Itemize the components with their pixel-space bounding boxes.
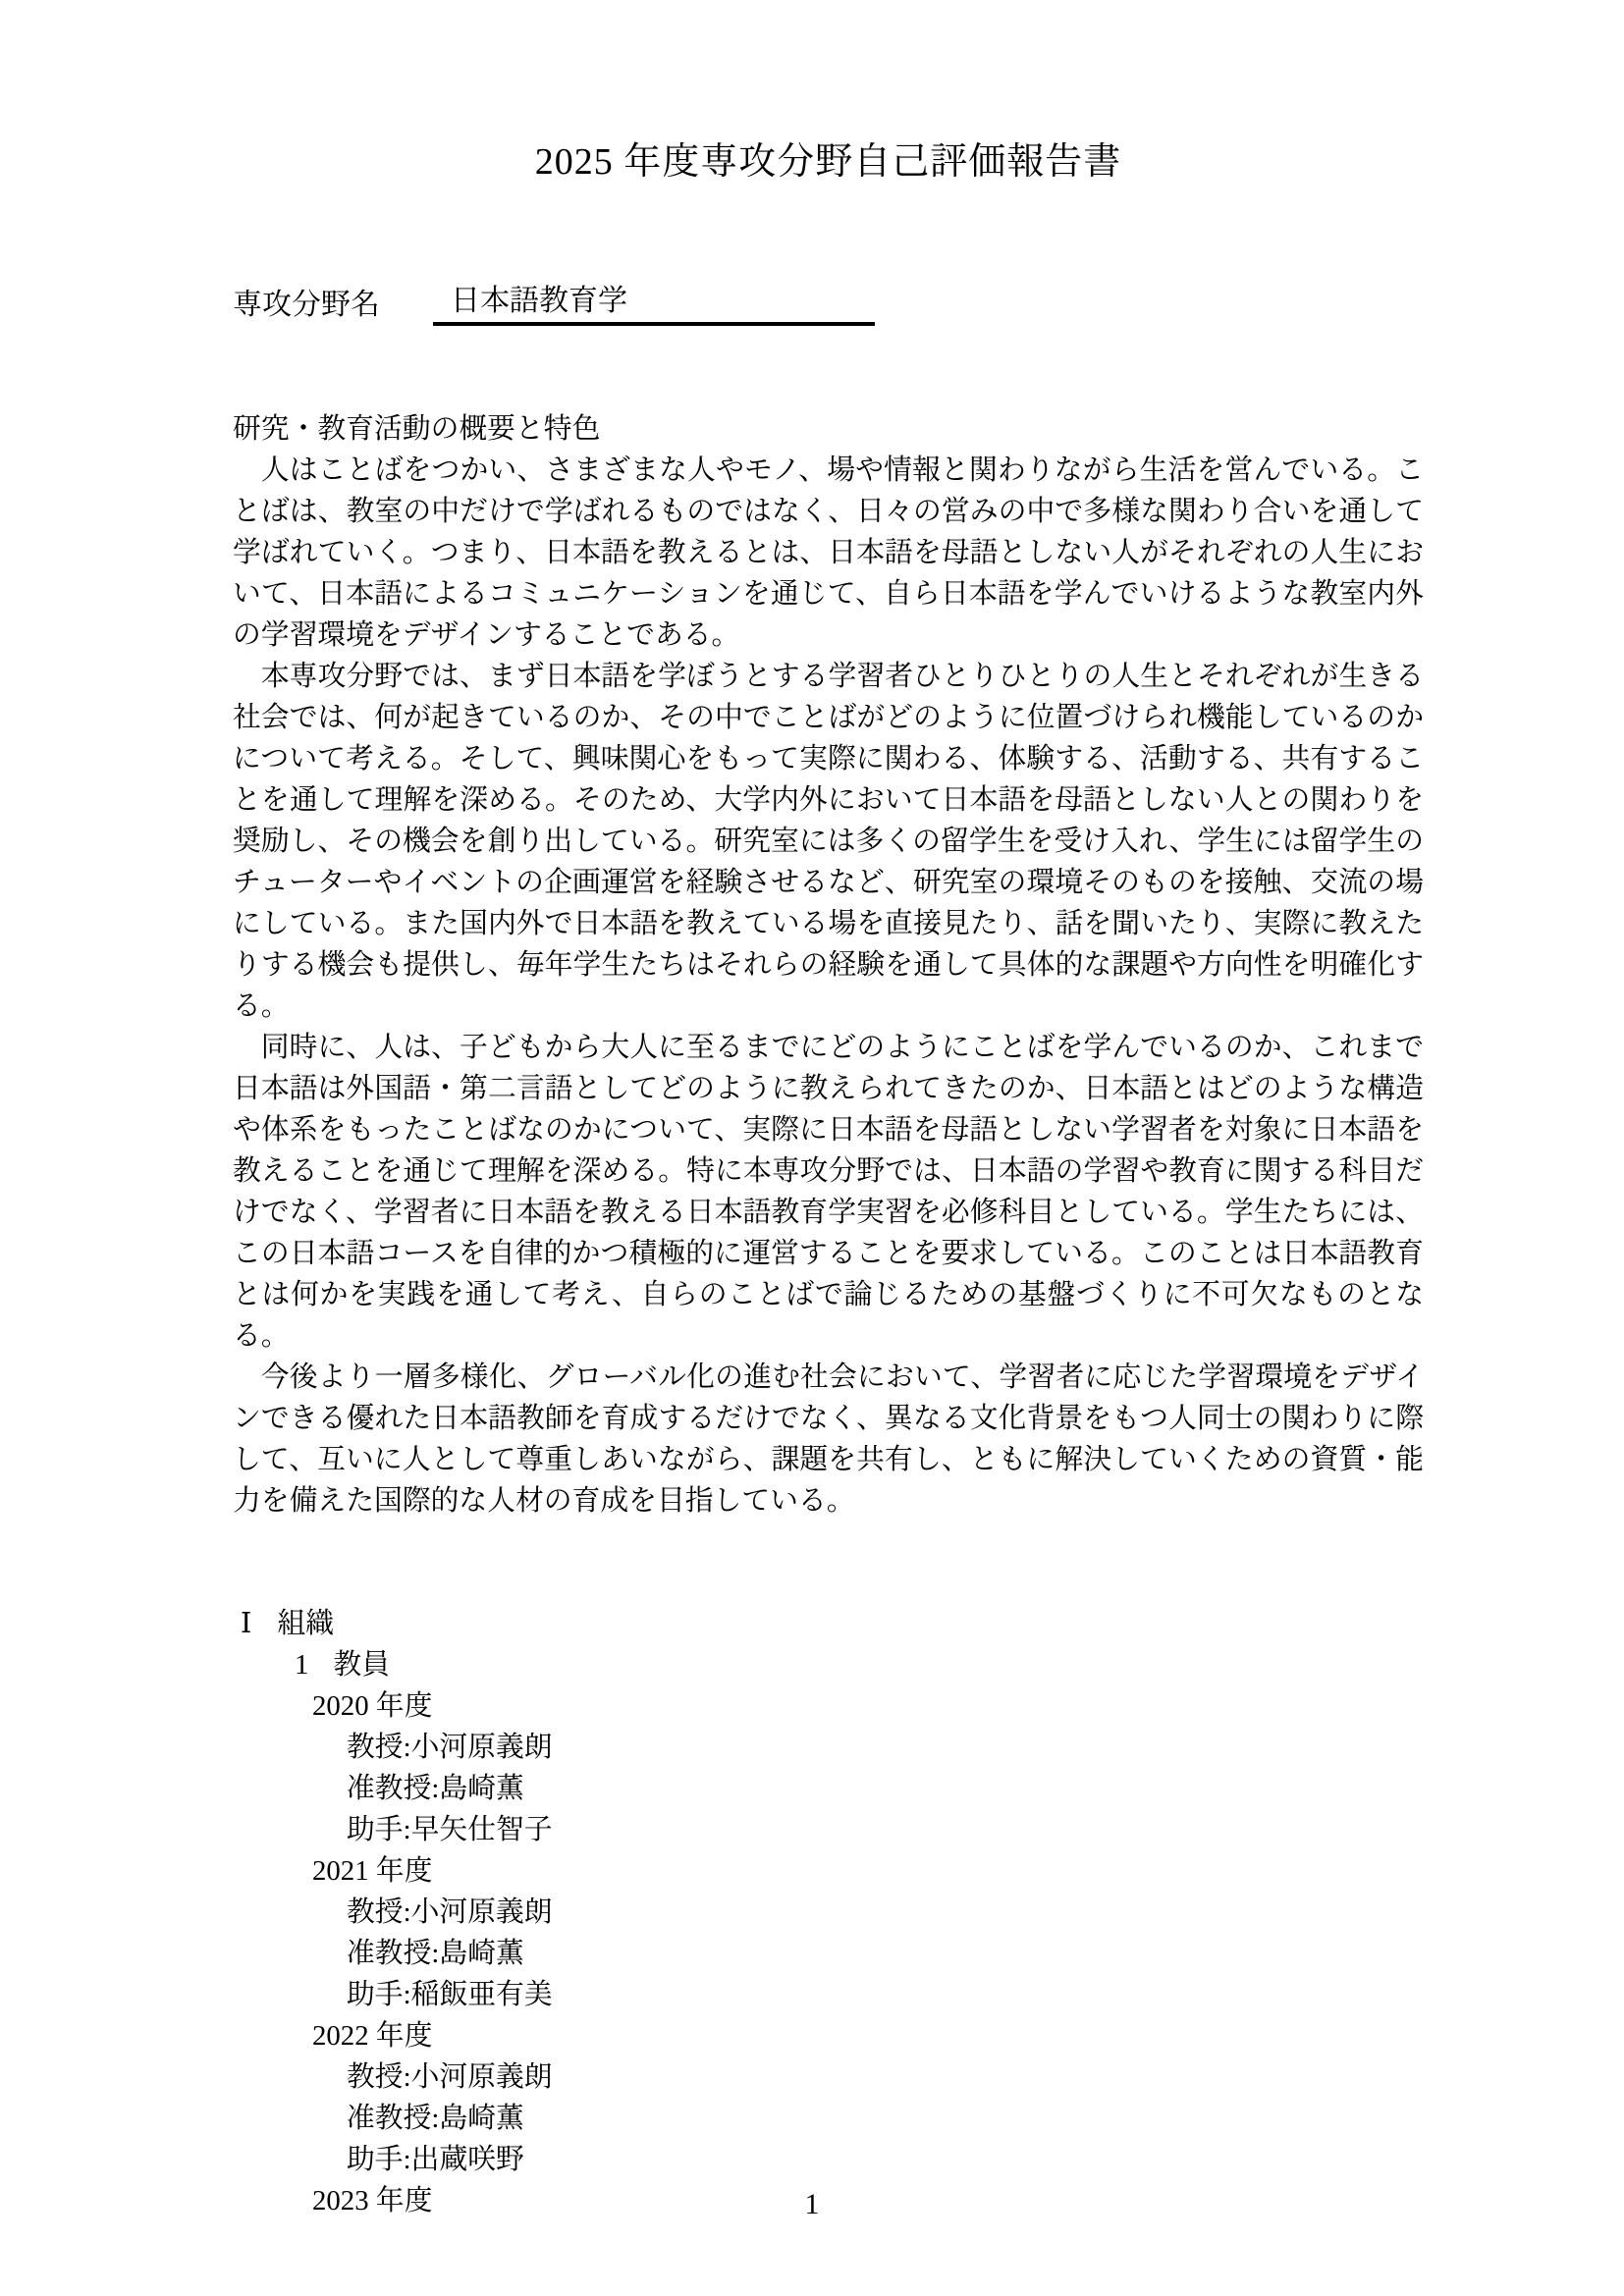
major-field-value: 日本語教育学 bbox=[451, 285, 627, 317]
staff-line: 助手:出蔵咲野 bbox=[347, 2144, 524, 2175]
page-number: 1 bbox=[804, 2188, 820, 2220]
staff-line: 准教授:島崎薫 bbox=[347, 1938, 524, 1969]
section-heading bbox=[233, 1603, 1424, 1644]
overview-paragraph: 今後より一層多様化、グローバル化の進む社会において、学習者に応じた学習環境をデザインできる優れた日本語教師を育成するだけでなく、異なる文化背景をもつ人同士の関わりに際して、互いに人として尊重しあいながら、課題を共有し、ともに解決していくための資質・能力を備えた国際的な人材の育成を目指している。 bbox=[233, 1362, 1424, 1517]
staff-line: 准教授:島崎薫 bbox=[347, 2103, 524, 2134]
year-heading: 2022 年度 bbox=[312, 2020, 433, 2052]
subsection-heading bbox=[233, 1644, 1424, 1685]
section-title: 組織 bbox=[277, 1608, 334, 1639]
overview-section bbox=[233, 408, 1424, 1522]
year-heading: 2020 年度 bbox=[312, 1690, 433, 1722]
overview-paragraph: 人はことばをつかい、さまざまな人やモノ、場や情報と関わりながら生活を営んでいる。ことばは、教室の中だけで学ばれるものではなく、日々の営みの中で多様な関わり合いを通して学ばれていく。つまり、日本語を教えるとは、日本語を母語としない人がそれぞれの人生において、日本語によるコミュニケーションを通じて、自ら日本語を学んでいけるような教室内外の学習環境をデザインすることである。 bbox=[233, 454, 1424, 651]
staff-line: 教授:小河原義朗 bbox=[347, 1896, 553, 1928]
major-field-label: 専攻分野名 bbox=[233, 289, 380, 321]
staff-line: 准教授:島崎薫 bbox=[347, 1773, 524, 1804]
organization-section bbox=[233, 1603, 1424, 2221]
document-title: 2025 年度専攻分野自己評価報告書 bbox=[534, 141, 1122, 183]
year-heading: 2021 年度 bbox=[312, 1855, 433, 1887]
staff-line: 教授:小河原義朗 bbox=[347, 2061, 553, 2093]
staff-line: 助手:早矢仕智子 bbox=[347, 1814, 553, 1845]
overview-heading: 研究・教育活動の概要と特色 bbox=[233, 413, 601, 445]
major-field-value-underlined bbox=[433, 281, 875, 326]
staff-line: 助手:稲飯亜有美 bbox=[347, 1979, 553, 2010]
overview-paragraph: 本専攻分野では、まず日本語を学ぼうとする学習者ひとりひとりの人生とそれぞれが生きる社会では、何が起きているのか、その中でことばがどのように位置づけられ機能しているのかについて考える。そして、興味関心をもって実際に関わる、体験する、活動する、共有することを通して理解を深める。そのため、大学内外において日本語を母語としない人との関わりを奨励し、その機会を創り出している。研究室には多くの留学生を受け入れ、学生には留学生のチューターやイベントの企画運営を経験させるなど、研究室の環境そのものを接触、交流の場にしている。また国内外で日本語を教えている場を直接見たり、話を聞いたり、実際に教えたりする機会も提供し、毎年学生たちはそれらの経験を通して具体的な課題や方向性を明確化する。 bbox=[233, 661, 1424, 1022]
year-heading: 2023 年度 bbox=[312, 2185, 433, 2216]
subsection-title: 教員 bbox=[333, 1649, 391, 1681]
major-field-row bbox=[233, 281, 1424, 326]
section-number: Ⅰ bbox=[241, 1608, 252, 1639]
subsection-number: 1 bbox=[295, 1649, 309, 1681]
overview-paragraph: 同時に、人は、子どもから大人に至るまでにどのようにことばを学んでいるのか、これまで日本語は外国語・第二言語としてどのように教えられてきたのか、日本語とはどのような構造や体系をもったことばなのかについて、実際に日本語を母語としない学習者を対象に日本語を教えることを通じて理解を深める。特に本専攻分野では、日本語の学習や教育に関する科目だけでなく、学習者に日本語を教える日本語教育学実習を必修科目としている。学生たちには、この日本語コースを自律的かつ積極的に運営することを要求している。このことは日本語教育とは何かを実践を通して考え、自らのことばで論じるための基盤づくりに不可欠なものとなる。 bbox=[233, 1032, 1424, 1352]
staff-line: 教授:小河原義朗 bbox=[347, 1732, 553, 1763]
